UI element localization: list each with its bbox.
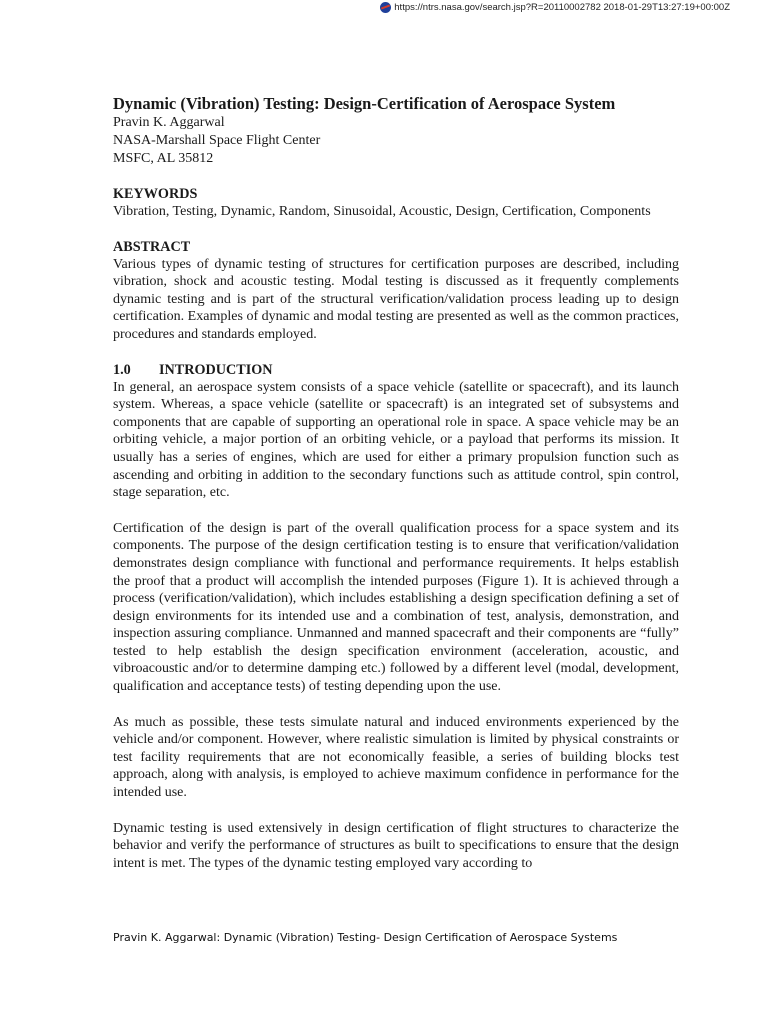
abstract-heading: ABSTRACT [113,238,191,255]
intro-paragraph-1: In general, an aerospace system consists of a space vehicle (satellite or spacecraft), and its launch system. Whereas, a space vehicle (satellite or spacecraft) is an integrated set of subsystems and components that are capable of supporting an operational role in space. A space vehicle may be an orbiting vehicle, a major portion of an orbiting vehicle, or a payload that performs its mission. It usually has a series of engines, which are used for either a primary propulsion function such as ascending and orbiting in addition to the secondary functions such as attitude control, spin control, stage separation, etc. [113,379,679,501]
intro-paragraph-3: As much as possible, these tests simulate natural and induced environments experienced by the vehicle and/or component. However, where realistic simulation is limited by physical constraints or test facility requirements that are not economically feasible, a series of building blocks test approach, along with analysis, is employed to achieve maximum confidence in performance for the intended use. [113,714,679,801]
paper-page [113,94,679,872]
author-block [113,114,679,168]
source-stamp [380,0,730,14]
intro-paragraph-2: Certification of the design is part of the overall qualification process for a space system and its components. The purpose of the design certification testing is to ensure that verification/validation demonstrates design compliance with functional and performance requirements. It helps establish the proof that a product will accomplish the intended purposes (Figure 1). It is achieved through a process (verification/validation), which includes establishing a design specification defining a set of design environments for its intended use and a combination of test, analysis, demonstration, and inspection assuring compliance. Unmanned and manned spacecraft and their components are “fully” tested to help establish the design specification environment (acceleration, acoustic, and vibroacoustic and/or to determine damping etc.) followed by a different level (modal, development, qualification and acceptance tests) of testing depending upon the use. [113,520,679,695]
author-address: MSFC, AL 35812 [113,151,214,166]
keywords-heading: KEYWORDS [113,186,198,202]
keywords-text: Vibration, Testing, Dynamic, Random, Sinusoidal, Acoustic, Design, Certification, Components [113,204,651,219]
author-affiliation: NASA-Marshall Space Flight Center [113,133,321,148]
paper-title: Dynamic (Vibration) Testing: Design-Certification of Aerospace System [113,94,616,113]
intro-paragraph-4: Dynamic testing is used extensively in design certification of flight structures to characterize the behavior and verify the performance of structures as built to specifications to ensure that the design intent is met. The types of the dynamic testing employed vary according to [113,820,679,871]
page-footer: Pravin K. Aggarwal: Dynamic (Vibration) Testing- Design Certification of Aerospace Systems [113,931,618,944]
section-number: 1.0 [113,361,131,378]
abstract-text: Various types of dynamic testing of structures for certification purposes are described, including vibration, shock and acoustic testing. Modal testing is discussed as it frequently complements dynamic testing and is part of the structural verification/validation process leading up to design certification. Examples of dynamic and modal testing are presented as well as the common practices, procedures and standards employed. [113,256,679,342]
nasa-logo-icon [380,2,391,13]
source-stamp-text[interactable]: https://ntrs.nasa.gov/search.jsp?R=20110002782 2018-01-29T13:27:19+00:00Z [394,1,730,13]
introduction-heading [113,361,679,379]
author-name: Pravin K. Aggarwal [113,115,225,130]
section-title: INTRODUCTION [159,361,273,378]
